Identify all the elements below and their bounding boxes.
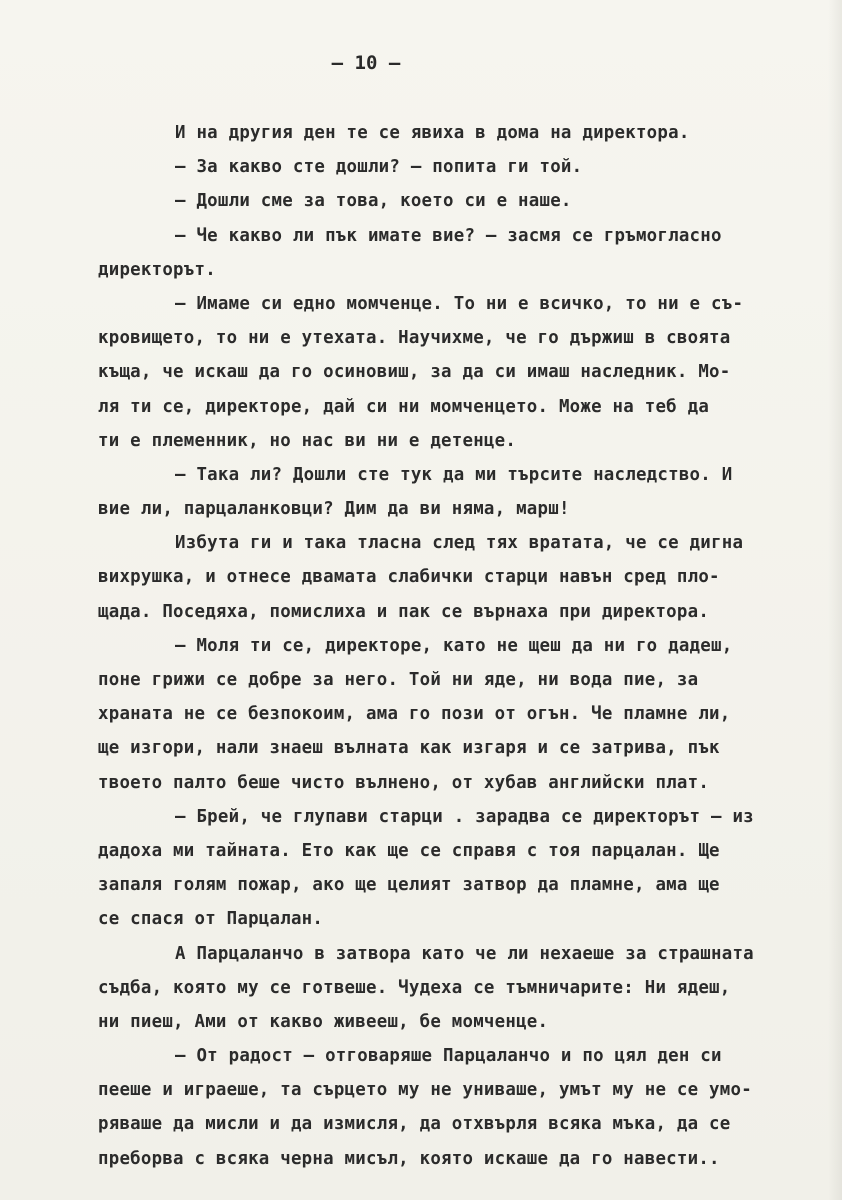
- text-line: – Брей, че глупави старци . зарадва се директорът – из: [175, 806, 754, 827]
- text-line: – Дошли сме за това, което си е наше.: [175, 191, 572, 212]
- text-line: – Че какво ли пък имате вие? – засмя се гръмогласно: [175, 225, 722, 246]
- text-line: се спася от Парцалан.: [98, 909, 324, 930]
- text-line: ля ти се, директоре, дай си ни момченцето. Може на теб да: [98, 396, 710, 417]
- text-line: – Моля ти се, директоре, като не щеш да ни го дадеш,: [175, 635, 733, 656]
- text-line: пееше и играеше, та сърцето му не униваше, умът му не се умо-: [98, 1080, 752, 1101]
- text-line: – За какво сте дошли? – попита ги той.: [175, 157, 583, 178]
- text-line: вихрушка, и отнесе двамата слабички старци навън сред пло-: [98, 567, 720, 588]
- text-line: ни пиеш, Ами от какво живееш, бе момченце.: [98, 1011, 549, 1032]
- text-line: храната не се безпокоим, ама го пози от огън. Че пламне ли,: [98, 704, 731, 725]
- text-line: кровището, то ни е утехата. Научихме, че го държиш в своята: [98, 328, 731, 349]
- text-line: – Така ли? Дошли сте тук да ми търсите наследство. И: [175, 464, 733, 485]
- text-line: А Парцаланчо в затвора като че ли нехаеше за страшната: [175, 943, 754, 964]
- text-line: вие ли, парцаланковци? Дим да ви няма, марш!: [98, 499, 570, 520]
- text-line: щада. Поседяха, помислиха и пак се върнаха при директора.: [98, 601, 710, 622]
- text-line: твоето палто беше чисто вълнено, от хубав английски плат.: [98, 772, 710, 793]
- text-line: ряваше да мисли и да измисля, да отхвърля всяка мъка, да се: [98, 1114, 731, 1135]
- text-line: дадоха ми тайната. Ето как ще се справя с тоя парцалан. Ще: [98, 840, 720, 861]
- body-text: [98, 116, 838, 1176]
- text-line: ще изгори, нали знаеш вълната как изгаря и се затрива, пък: [98, 738, 720, 759]
- page-number: – 10 –: [331, 52, 401, 74]
- text-line: преборва с всяка черна мисъл, която искаше да го навести..: [98, 1148, 720, 1169]
- text-line: директорът.: [98, 259, 216, 280]
- text-line: – От радост – отговаряше Парцаланчо и по цял ден си: [175, 1046, 722, 1067]
- text-line: Избута ги и така тласна след тях вратата, че се дигна: [175, 533, 744, 554]
- text-line: къща, че искаш да го осиновиш, за да си имаш наследник. Мо-: [98, 362, 731, 383]
- text-line: – Имаме си едно момченце. То ни е всичко, то ни е съ-: [175, 293, 744, 314]
- text-line: запаля голям пожар, ако ще целият затвор да пламне, ама ще: [98, 875, 720, 896]
- text-line: съдба, която му се готвеше. Чудеха се тъмничарите: Ни ядеш,: [98, 977, 731, 998]
- text-line: поне грижи се добре за него. Той ни яде, ни вода пие, за: [98, 670, 699, 690]
- text-line: ти е племенник, но нас ви ни е детенце.: [98, 430, 517, 451]
- text-line: И на другия ден те се явиха в дома на директора.: [175, 123, 690, 143]
